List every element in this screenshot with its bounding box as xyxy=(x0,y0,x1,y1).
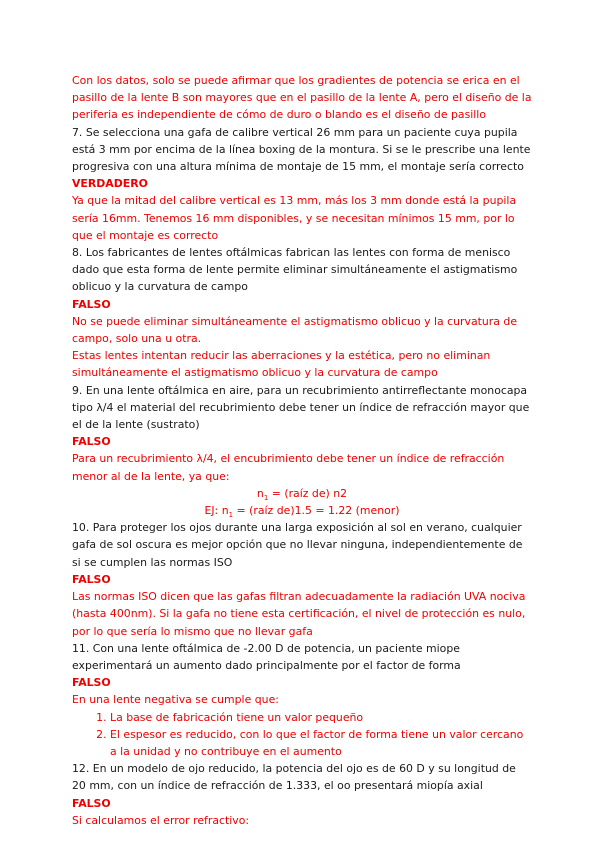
q9-explanation: Para un recubrimiento λ/4, el encubrimiento debe tener un índice de refracción menor al de la lente, ya que: xyxy=(72,452,505,483)
q9-formula-1: $n_1$ = (raíz de) n2 xyxy=(256,486,348,503)
q10-verdict: FALSO xyxy=(72,572,111,586)
q9-verdict: FALSO xyxy=(72,435,111,449)
q12-verdict: FALSO xyxy=(72,796,111,810)
q11-explanation: En una lente negativa se cumple que: xyxy=(72,693,279,707)
q8-explanation-2: Estas lentes intentan reducir las aberraciones y la estética, pero no eliminan simultáneamente el astigmatismo oblicuo y la curvatura de campo xyxy=(72,349,491,380)
q9-formula-2: EJ: $n_1$ = (raíz de)1.5 = 1.22 (menor) xyxy=(204,504,400,520)
q12-explanation: Si calculamos el error refractivo: xyxy=(72,813,250,827)
q10-explanation: Las normas ISO dicen que las gafas filtran adecuadamente la radiación UVA nociva (hasta 400nm). Si la gafa no tiene esta certificación, el nivel de protección es nulo, por lo que sería lo mismo que no llevar gafa xyxy=(72,590,526,638)
q11-verdict: FALSO xyxy=(72,676,111,690)
q7-explanation: Ya que la mitad del calibre vertical es 13 mm, más los 3 mm donde está la pupila sería 16mm. Tenemos 16 mm disponibles, y se necesitan mínimos 15 mm, por lo que el montaje es correcto xyxy=(72,194,517,242)
q7-verdict: VERDADERO xyxy=(72,177,148,191)
q8-explanation-1: No se puede eliminar simultáneamente el astigmatismo oblicuo y la curvatura de campo, solo una u otra. xyxy=(72,314,518,346)
q7-question: 7. Se selecciona una gafa de calibre vertical 26 mm para un paciente cuya pupila está 3 mm por encima de la línea boxing de la montura. Si se le prescribe una lente progresiva con una altura mínima de montaje de 15 mm, el montaje sería correcto xyxy=(72,125,531,174)
q8-verdict: FALSO xyxy=(72,297,111,311)
q11-list xyxy=(72,709,532,761)
document-page xyxy=(72,72,532,829)
list-item: 2. El espesor es reducido, con lo que el factor de forma tiene un valor cercano a la unidad y no contribuye en el aumento xyxy=(110,726,532,760)
q10-question: 10. Para proteger los ojos durante una larga exposición al sol en verano, cualquier gafa de sol oscura es mejor opción que no llevar ninguna, independientemente de si se cumplen las normas ISO xyxy=(72,521,523,569)
q12-question: 12. En un modelo de ojo reducido, la potencia del ojo es de 60 D y su longitud de 20 mm, con un índice de refracción de 1.333, el oo presentará miopía axial xyxy=(72,762,516,793)
q9-question: 9. En una lente oftálmica en aire, para un recubrimiento antirreflectante monocapa tipo λ/4 el material del recubrimiento debe tener un índice de refracción mayor que el de la lente (sustrato) xyxy=(72,383,530,432)
q8-question: 8. Los fabricantes de lentes oftálmicas fabrican las lentes con forma de menisco dado que esta forma de lente permite eliminar simultáneamente el astigmatismo oblicuo y la curvatura de campo xyxy=(72,246,518,294)
list-item: 1. La base de fabricación tiene un valor pequeño xyxy=(110,709,532,726)
q11-question: 11. Con una lente oftálmica de -2.00 D de potencia, un paciente miope experimentará un aumento dado principalmente por el factor de forma xyxy=(72,641,461,672)
q6-explanation: Con los datos, solo se puede afirmar que los gradientes de potencia se erica en el pasillo de la lente B son mayores que en el pasillo de la lente A, pero el diseño de la periferia es independiente de cómo de duro o blando es el diseño de pasillo xyxy=(72,74,532,122)
